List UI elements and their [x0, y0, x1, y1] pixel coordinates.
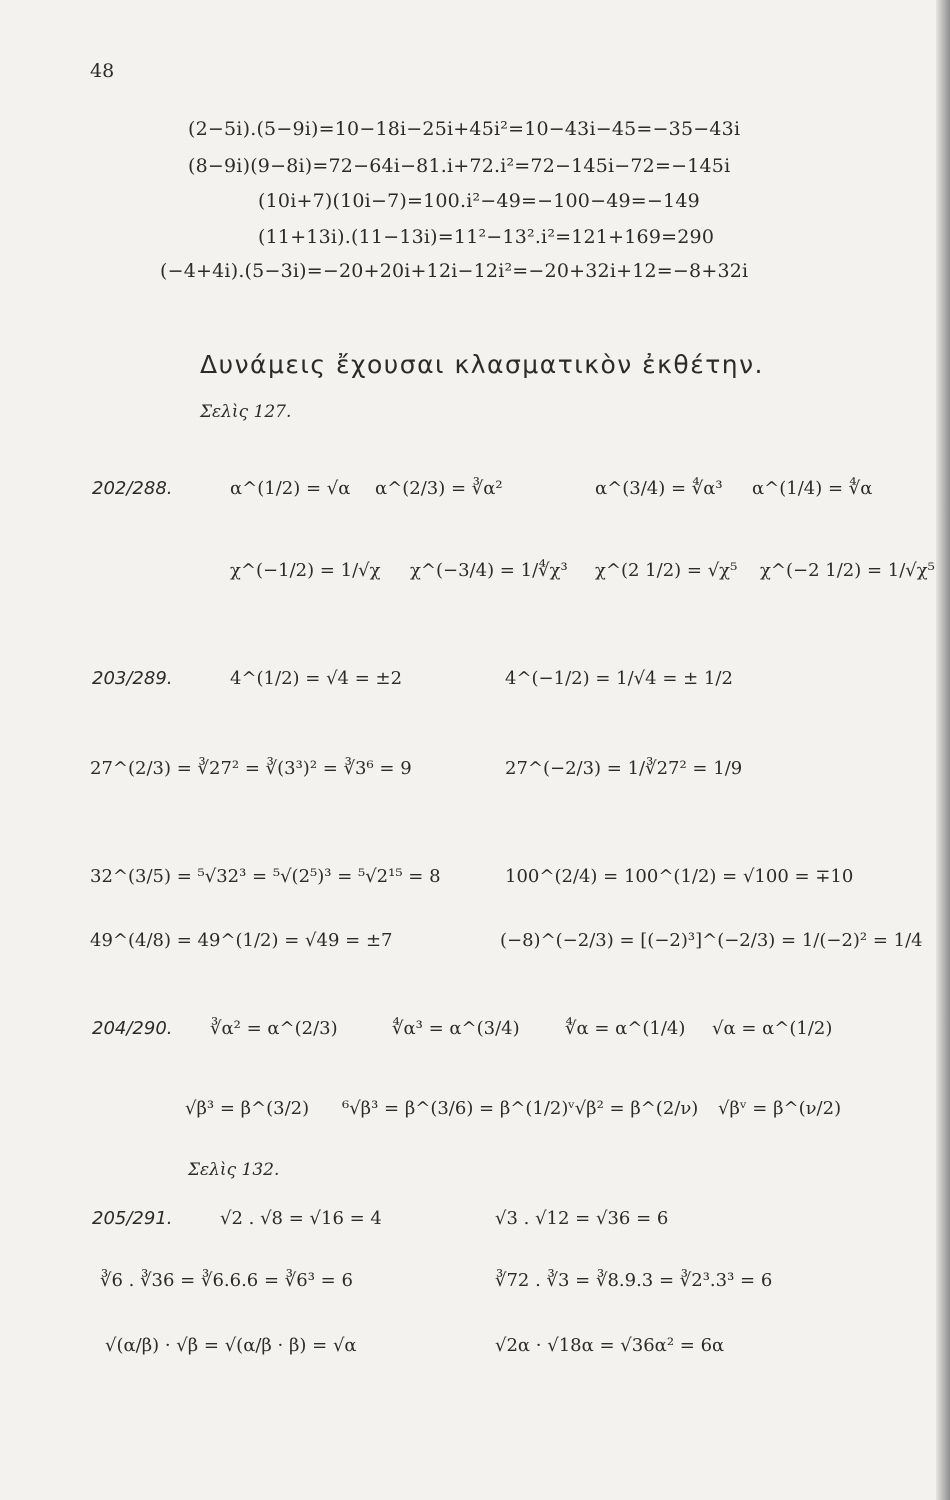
formula: ∛α² = α^(2/3) — [210, 1018, 338, 1039]
exercise-label: 203/289. — [92, 668, 173, 689]
complex-product-line: (2−5i).(5−9i)=10−18i−25i+45i²=10−43i−45=−35−43i — [188, 118, 741, 140]
formula: 4^(1/2) = √4 = ±2 — [230, 668, 403, 689]
complex-product-line: (8−9i)(9−8i)=72−64i−81.i+72.i²=72−145i−72=−145i — [188, 155, 731, 177]
formula: √β³ = β^(3/2) — [185, 1098, 310, 1119]
formula: ∜α³ = α^(3/4) — [392, 1018, 520, 1039]
formula: 100^(2/4) = 100^(1/2) = √100 = ∓10 — [505, 866, 854, 887]
exercise-label: 205/291. — [92, 1208, 173, 1229]
formula: 32^(3/5) = ⁵√32³ = ⁵√(2⁵)³ = ⁵√2¹⁵ = 8 — [90, 866, 441, 887]
page-reference: Σελὶς 132. — [188, 1160, 280, 1180]
formula: ᵛ√β² = β^(2/ν) — [568, 1098, 699, 1119]
formula: χ^(2 1/2) = √χ⁵ — [595, 560, 738, 581]
formula: √βᵛ = β^(ν/2) — [718, 1098, 842, 1119]
formula: χ^(−2 1/2) = 1/√χ⁵ — [760, 560, 935, 581]
formula: 27^(2/3) = ∛27² = ∛(3³)² = ∛3⁶ = 9 — [90, 758, 412, 779]
formula: (−8)^(−2/3) = [(−2)³]^(−2/3) = 1/(−2)² = 1/4 — [500, 930, 923, 951]
formula: 27^(−2/3) = 1/∛27² = 1/9 — [505, 758, 743, 779]
formula: 4^(−1/2) = 1/√4 = ± 1/2 — [505, 668, 733, 689]
formula: α^(2/3) = ∛α² — [375, 478, 503, 499]
section-heading: Δυνάμεις ἔχουσαι κλασματικὸν ἐκθέτην. — [200, 350, 765, 379]
formula: α^(1/4) = ∜α — [752, 478, 873, 499]
formula: ∜α = α^(1/4) — [565, 1018, 686, 1039]
exercise-label: 204/290. — [92, 1018, 173, 1039]
formula: ∛72 . ∛3 = ∛8.9.3 = ∛2³.3³ = 6 — [495, 1270, 773, 1291]
page-reference: Σελὶς 127. — [200, 402, 292, 422]
formula: 49^(4/8) = 49^(1/2) = √49 = ±7 — [90, 930, 393, 951]
formula: χ^(−3/4) = 1/∜χ³ — [410, 560, 568, 581]
formula: √(α/β) · √β = √(α/β · β) = √α — [105, 1335, 357, 1356]
formula: √3 . √12 = √36 = 6 — [495, 1208, 669, 1229]
complex-product-line: (11+13i).(11−13i)=11²−13².i²=121+169=290 — [258, 226, 715, 248]
formula: χ^(−1/2) = 1/√χ — [230, 560, 381, 581]
exercise-label: 202/288. — [92, 478, 173, 499]
page-edge-shadow — [936, 0, 950, 1500]
formula: ∛6 . ∛36 = ∛6.6.6 = ∛6³ = 6 — [100, 1270, 353, 1291]
formula: √2 . √8 = √16 = 4 — [220, 1208, 382, 1229]
complex-product-line: (−4+4i).(5−3i)=−20+20i+12i−12i²=−20+32i+12=−8+32i — [160, 260, 749, 282]
formula: ⁶√β³ = β^(3/6) = β^(1/2) — [342, 1098, 569, 1119]
formula: α^(1/2) = √α — [230, 478, 351, 499]
formula: α^(3/4) = ∜α³ — [595, 478, 723, 499]
formula: √α = α^(1/2) — [712, 1018, 833, 1039]
complex-product-line: (10i+7)(10i−7)=100.i²−49=−100−49=−149 — [258, 190, 700, 212]
formula: √2α · √18α = √36α² = 6α — [495, 1335, 725, 1356]
page-number: 48 — [90, 60, 115, 82]
